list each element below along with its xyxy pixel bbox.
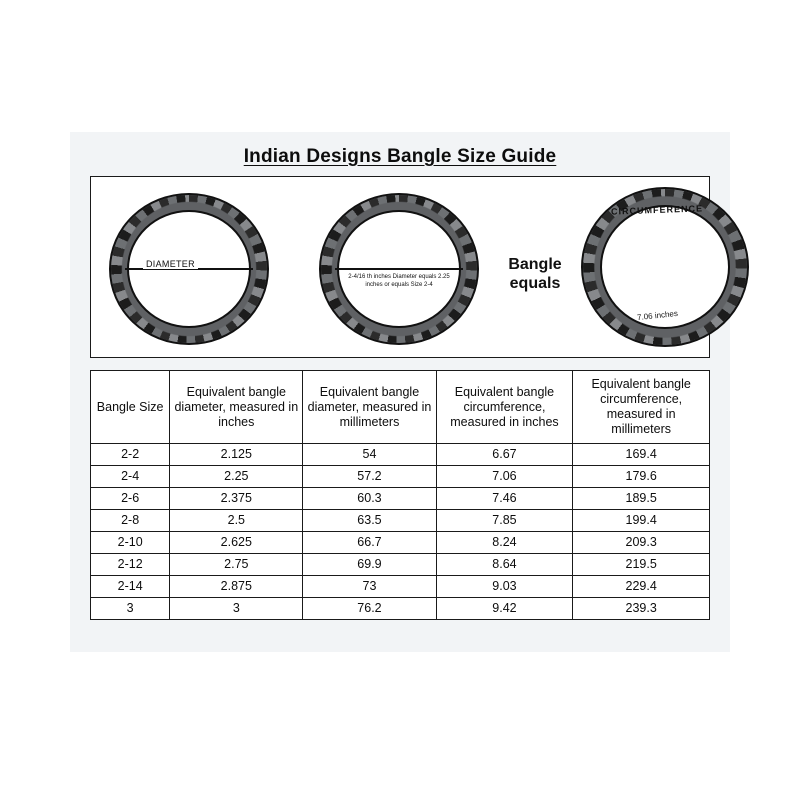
cell-value: 9.03	[436, 576, 573, 598]
cell-value: 209.3	[573, 532, 710, 554]
bangle-equals-line-1: Bangle	[508, 256, 562, 273]
diameter-line	[335, 268, 463, 270]
page-title: Indian Designs Bangle Size Guide	[243, 146, 557, 167]
table-row	[91, 598, 710, 620]
cell-bangle-size: 2-10	[91, 532, 170, 554]
cell-value: 2.25	[170, 466, 303, 488]
cell-value: 2.5	[170, 510, 303, 532]
table-row	[91, 488, 710, 510]
cell-value: 66.7	[303, 532, 436, 554]
circumference-value: 7.06 inches	[636, 308, 679, 323]
cell-bangle-size: 2-8	[91, 510, 170, 532]
cell-value: 6.67	[436, 444, 573, 466]
cell-value: 2.125	[170, 444, 303, 466]
table-header-diameter-inches: Equivalent bangle diameter, measured in inches	[170, 371, 303, 444]
cell-value: 219.5	[573, 554, 710, 576]
table-header-diameter-mm: Equivalent bangle diameter, measured in millimeters	[303, 371, 436, 444]
cell-value: 57.2	[303, 466, 436, 488]
cell-value: 63.5	[303, 510, 436, 532]
cell-value: 2.625	[170, 532, 303, 554]
cell-bangle-size: 2-4	[91, 466, 170, 488]
cell-value: 7.06	[436, 466, 573, 488]
table-row	[91, 532, 710, 554]
cell-bangle-size: 2-12	[91, 554, 170, 576]
cell-value: 54	[303, 444, 436, 466]
table-row	[91, 554, 710, 576]
cell-bangle-size: 2-2	[91, 444, 170, 466]
table-header-circumference-inches: Equivalent bangle circumference, measured in inches	[436, 371, 573, 444]
bangle-equals-line-2: equals	[509, 275, 561, 293]
cell-value: 179.6	[573, 466, 710, 488]
cell-value: 69.9	[303, 554, 436, 576]
cell-value: 169.4	[573, 444, 710, 466]
cell-value: 60.3	[303, 488, 436, 510]
diameter-example-note: 2-4/16 th inches Diameter equals 2.25 inches or equals Size 2-4	[348, 274, 450, 289]
bangle-size-guide-card	[70, 132, 730, 652]
cell-value: 8.64	[436, 554, 573, 576]
table-row	[91, 576, 710, 598]
cell-value: 189.5	[573, 488, 710, 510]
cell-bangle-size: 3	[91, 598, 170, 620]
table-header	[91, 371, 710, 444]
cell-value: 73	[303, 576, 436, 598]
cell-value: 8.24	[436, 532, 573, 554]
cell-value: 2.875	[170, 576, 303, 598]
cell-value: 229.4	[573, 576, 710, 598]
table-row	[91, 510, 710, 532]
table-row	[91, 444, 710, 466]
cell-value: 199.4	[573, 510, 710, 532]
cell-value: 2.75	[170, 554, 303, 576]
cell-bangle-size: 2-6	[91, 488, 170, 510]
bangle-size-table	[90, 370, 710, 620]
diameter-label: DIAMETER	[143, 259, 198, 269]
cell-value: 3	[170, 598, 303, 620]
cell-value: 7.85	[436, 510, 573, 532]
cell-value: 9.42	[436, 598, 573, 620]
bangle-equals-text	[489, 255, 581, 293]
table-row	[91, 466, 710, 488]
table-body	[91, 444, 710, 620]
cell-value: 239.3	[573, 598, 710, 620]
cell-bangle-size: 2-14	[91, 576, 170, 598]
cell-value: 7.46	[436, 488, 573, 510]
table-header-row	[91, 371, 710, 444]
cell-value: 76.2	[303, 598, 436, 620]
cell-value: 2.375	[170, 488, 303, 510]
diagram-panel	[90, 176, 710, 358]
table-header-circumference-mm: Equivalent bangle circumference, measured in millimeters	[573, 371, 710, 444]
circumference-label: CIRCUMFERENCE	[610, 203, 704, 217]
table-header-bangle-size: Bangle Size	[91, 371, 170, 444]
